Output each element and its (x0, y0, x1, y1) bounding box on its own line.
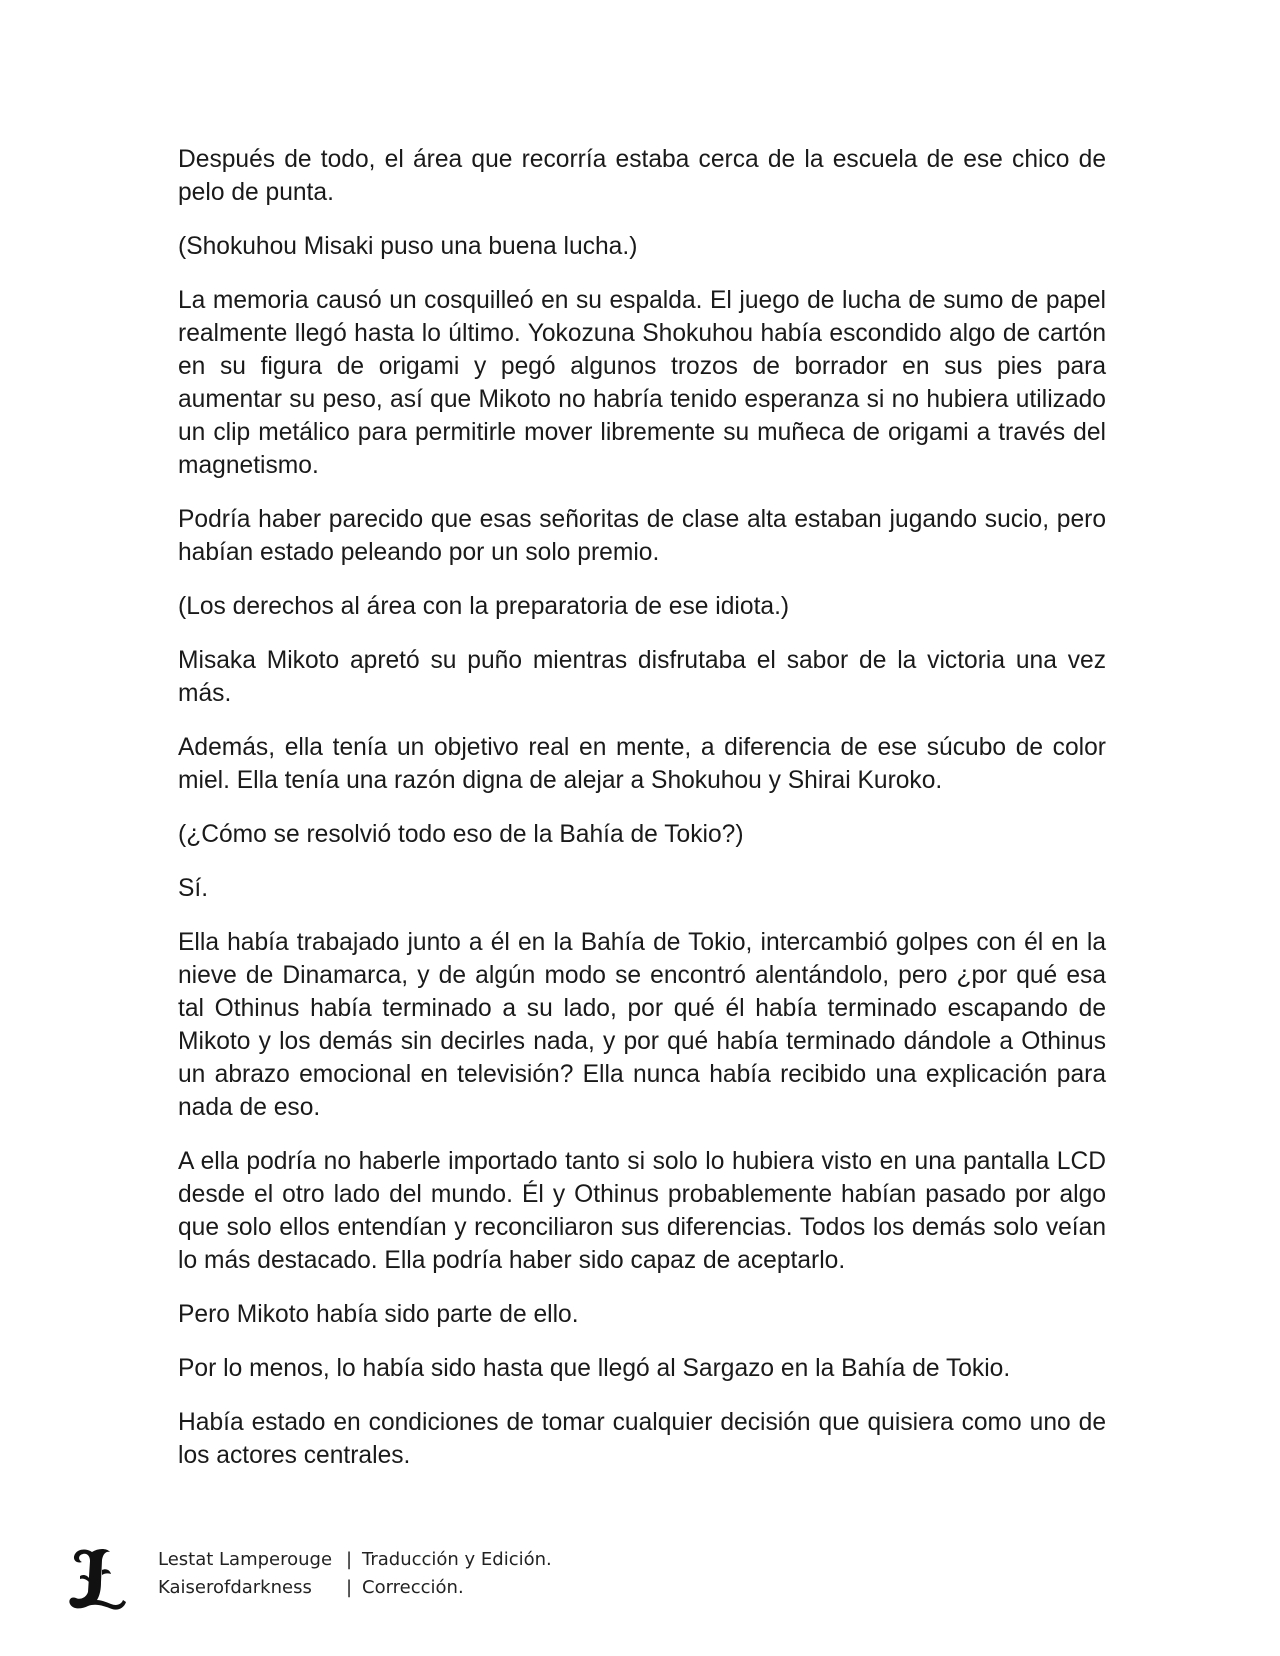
paragraph: A ella podría no haberle importado tanto si solo lo hubiera visto en una pantalla LCD desde el otro lado del mundo. Él y Othinus probablemente habían pasado por algo que solo ellos entendían y reconciliaron sus diferencias. Todos los demás solo veían lo más destacado. Ella podría haber sido capaz de aceptarlo. (178, 1148, 1106, 1274)
paragraph: Misaka Mikoto apretó su puño mientras disfrutaba el sabor de la victoria una vez más. (178, 647, 1106, 707)
paragraph: Después de todo, el área que recorría estaba cerca de la escuela de ese chico de pelo de punta. (178, 146, 1106, 206)
paragraph: (¿Cómo se resolvió todo eso de la Bahía de Tokio?) (178, 821, 744, 848)
credit-name: Kaiserofdarkness (158, 1577, 312, 1598)
paragraph: Además, ella tenía un objetivo real en mente, a diferencia de ese súcubo de color miel. Ella tenía una razón digna de alejar a Shokuhou y Shirai Kuroko. (178, 734, 1106, 794)
paragraph: Había estado en condiciones de tomar cualquier decisión que quisiera como uno de los actores centrales. (178, 1409, 1106, 1469)
credit-separator: | (346, 1549, 353, 1570)
page-body (178, 143, 1106, 1493)
credits (158, 1546, 552, 1602)
credit-row (158, 1574, 552, 1602)
paragraph: La memoria causó un cosquilleó en su espalda. El juego de lucha de sumo de papel realmente llegó hasta lo último. Yokozuna Shokuhou había escondido algo de cartón en su figura de origami y pegó algunos trozos de borrador en sus pies para aumentar su peso, así que Mikoto no habría tenido esperanza si no hubiera utilizado un clip metálico para permitirle mover libremente su muñeca de origami a través del magnetismo. (178, 287, 1106, 479)
paragraph: (Shokuhou Misaki puso una buena lucha.) (178, 233, 638, 260)
paragraph: Sí. (178, 875, 209, 902)
gothic-l-logo (66, 1546, 128, 1614)
paragraph: Ella había trabajado junto a él en la Bahía de Tokio, intercambió golpes con él en la nieve de Dinamarca, y de algún modo se encontró alentándolo, pero ¿por qué esa tal Othinus había terminado a su lado, por qué él había terminado escapando de Mikoto y los demás sin decirles nada, y por qué había terminado dándole a Othinus un abrazo emocional en televisión? Ella nunca había recibido una explicación para nada de eso. (178, 929, 1106, 1121)
credit-role: Traducción y Edición. (362, 1549, 552, 1570)
paragraph: Pero Mikoto había sido parte de ello. (178, 1301, 579, 1328)
page-footer (66, 1546, 766, 1616)
paragraph: Por lo menos, lo había sido hasta que llegó al Sargazo en la Bahía de Tokio. (178, 1355, 1011, 1382)
credit-row (158, 1546, 552, 1574)
paragraph: (Los derechos al área con la preparatoria de ese idiota.) (178, 593, 790, 620)
credit-role: Corrección. (362, 1577, 464, 1598)
credit-name: Lestat Lamperouge (158, 1549, 333, 1570)
paragraph: Podría haber parecido que esas señoritas de clase alta estaban jugando sucio, pero habían estado peleando por un solo premio. (178, 506, 1106, 566)
credit-separator: | (346, 1577, 353, 1598)
